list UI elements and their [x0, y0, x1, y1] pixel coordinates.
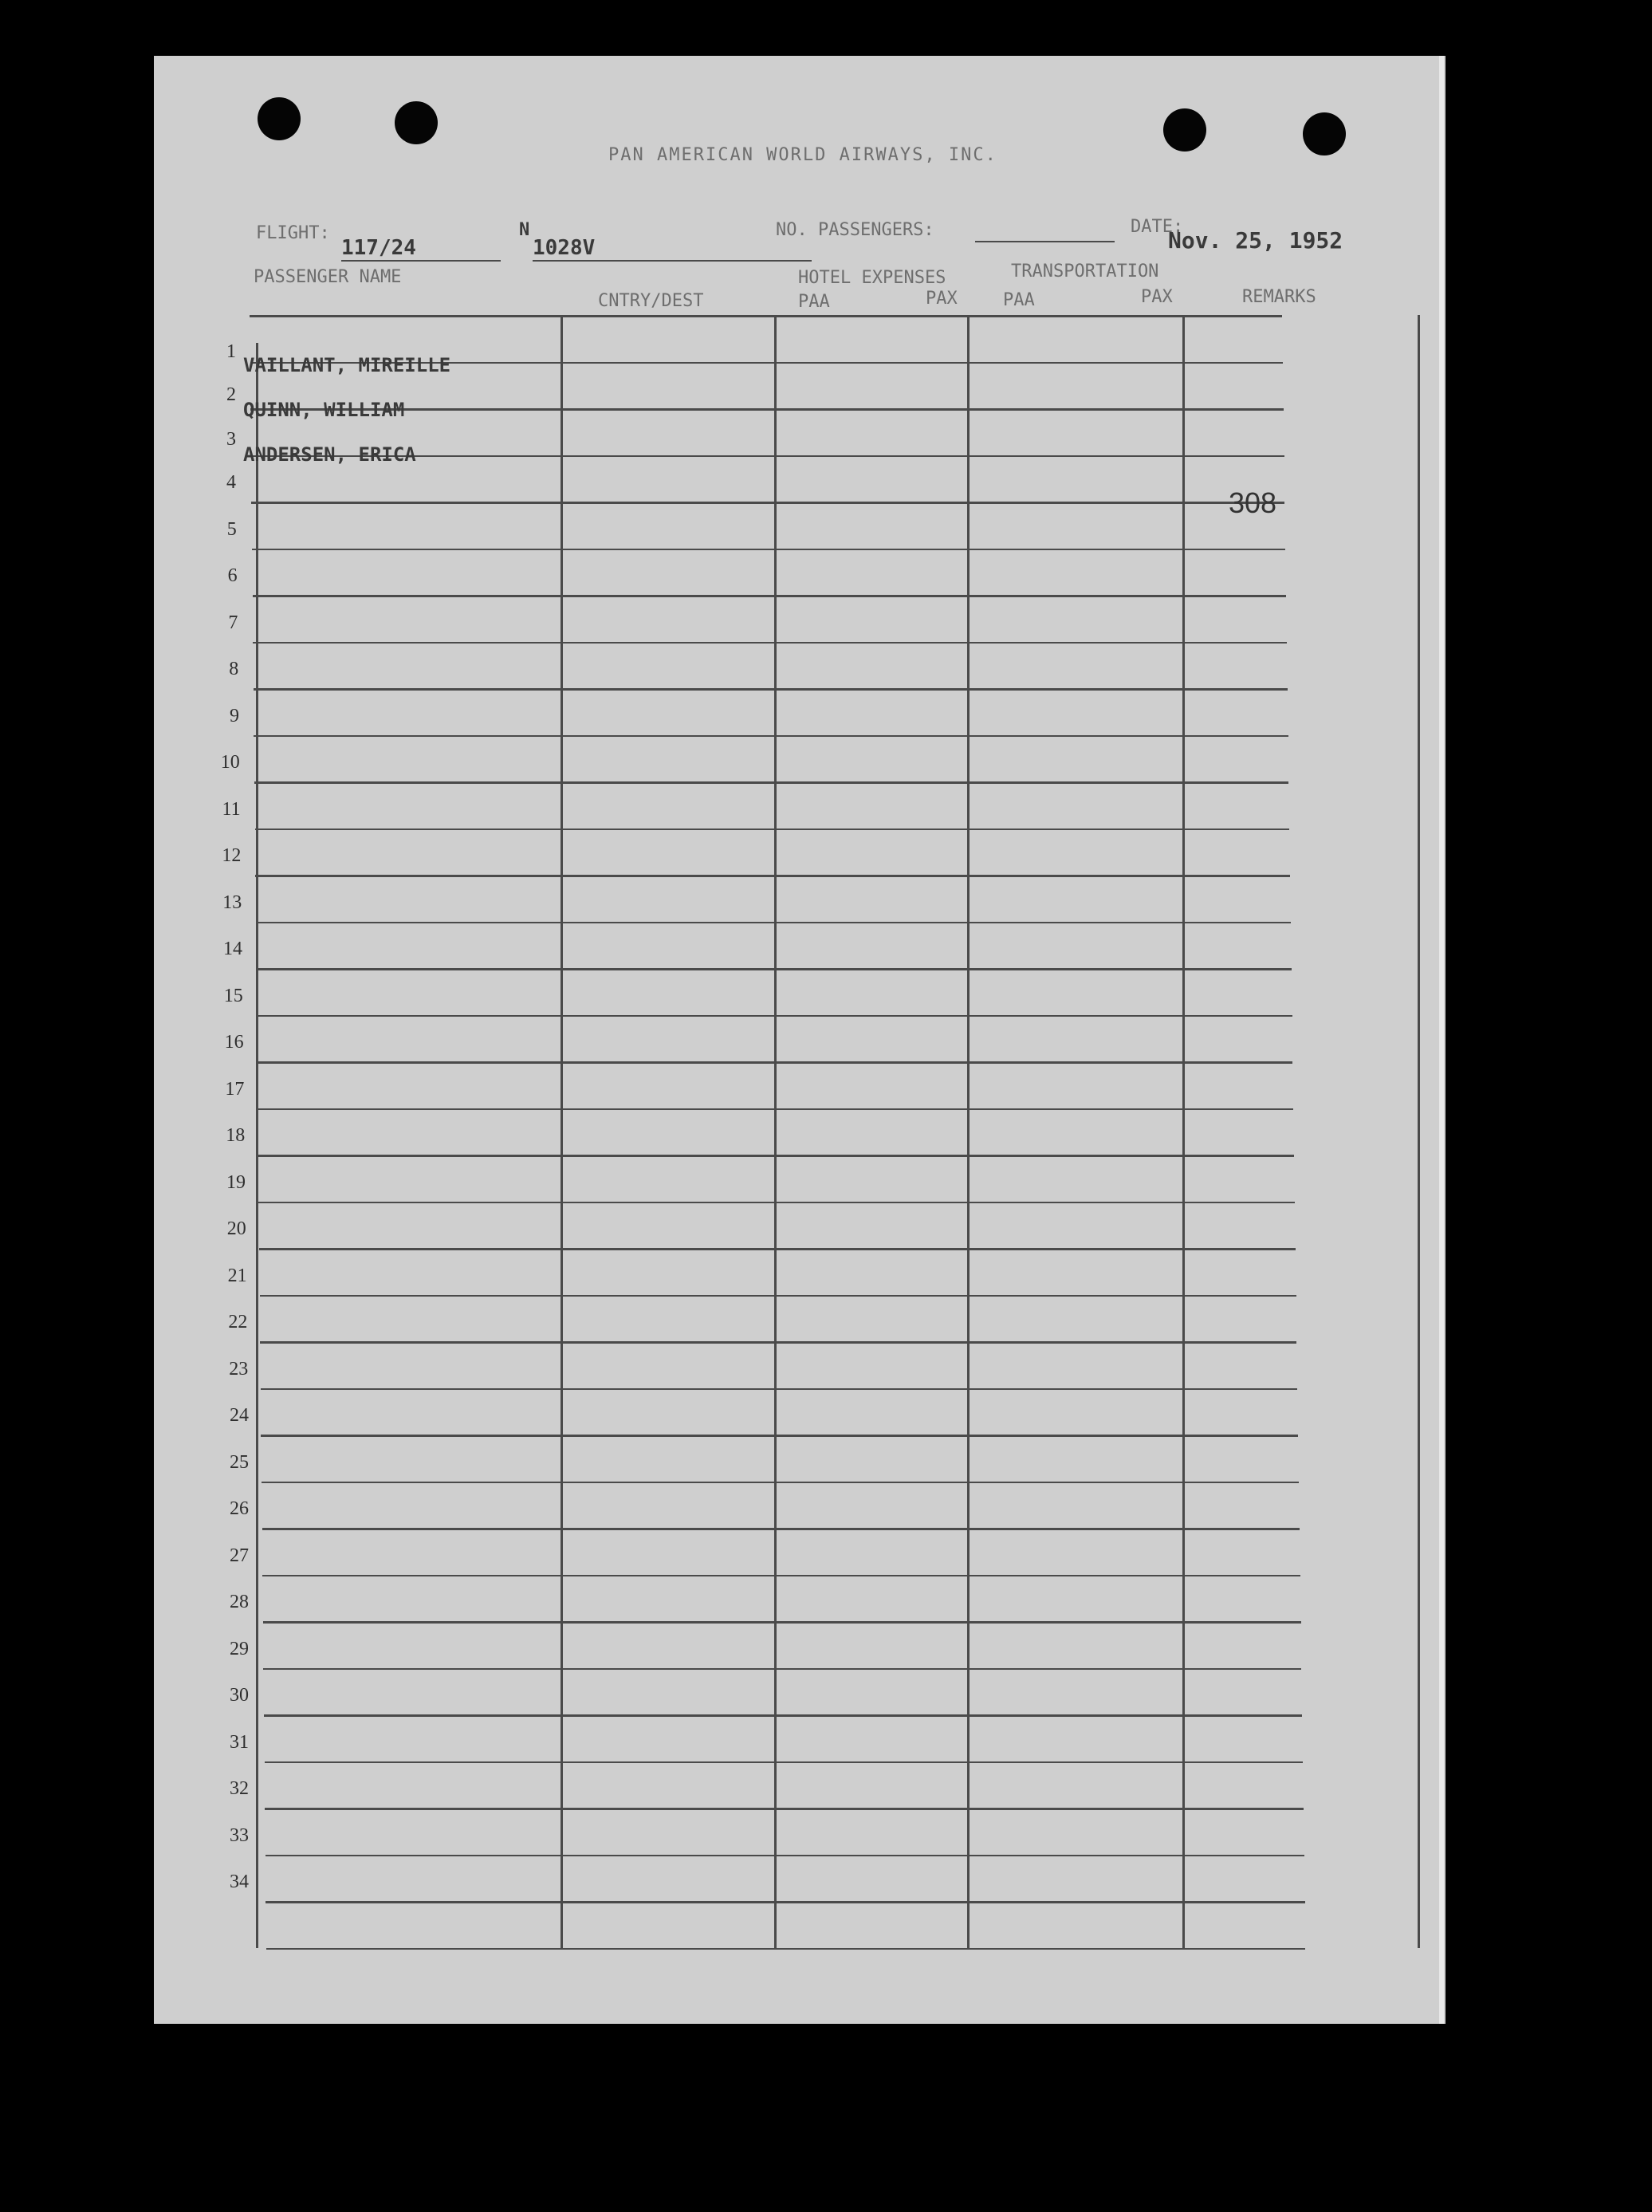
row-number: 10 [220, 752, 240, 773]
col-cntry-dest: CNTRY/DEST [598, 291, 704, 311]
row-number: 21 [227, 1265, 247, 1286]
date-value: Nov. 25, 1952 [1168, 227, 1343, 254]
passenger-name: QUINN, WILLIAM [243, 399, 405, 421]
col-paa-1: PAA [798, 292, 830, 312]
grid-row-line [253, 595, 1286, 597]
grid-row-line [254, 735, 1288, 737]
row-number: 31 [230, 1732, 249, 1753]
flight-label: FLIGHT: [256, 223, 330, 243]
col-passenger-name: PASSENGER NAME [254, 267, 402, 287]
row-number: 29 [230, 1639, 249, 1659]
punch-hole-2 [395, 101, 438, 144]
grid-row-line [254, 688, 1288, 691]
passengers-underline [975, 241, 1115, 242]
passengers-label: NO. PASSENGERS: [776, 220, 934, 240]
punch-hole-1 [258, 97, 301, 140]
grid-row-line [258, 1202, 1295, 1203]
grid-row-line [264, 1714, 1302, 1717]
row-number: 32 [230, 1778, 249, 1799]
row-number: 2 [226, 384, 236, 405]
row-number: 11 [222, 799, 241, 820]
remark-value: 308 [1229, 486, 1277, 519]
grid-row-line [255, 875, 1290, 877]
grid-row-line [262, 1575, 1300, 1576]
grid-row-line [250, 408, 1283, 411]
company-name: PAN AMERICAN WORLD AIRWAYS, INC. [608, 145, 997, 165]
row-number: 26 [230, 1498, 249, 1519]
row-number: 22 [228, 1312, 248, 1332]
grid-row-line [263, 1621, 1301, 1624]
col-transportation: TRANSPORTATION [1011, 262, 1159, 281]
paper-right-edge [1439, 56, 1444, 2024]
grid-row-line [265, 1808, 1304, 1810]
row-number: 12 [222, 845, 242, 866]
row-number: 4 [226, 472, 236, 493]
grid-row-line [266, 1855, 1304, 1856]
row-number: 15 [223, 986, 243, 1006]
row-number: 34 [230, 1872, 249, 1892]
row-number: 33 [230, 1825, 249, 1846]
col-remarks: REMARKS [1242, 287, 1316, 307]
row-number: 30 [230, 1685, 249, 1706]
aircraft-underline [533, 260, 812, 262]
grid-row-line [259, 1248, 1296, 1250]
row-number: 24 [230, 1405, 249, 1426]
row-number: 16 [224, 1032, 244, 1053]
grid-row-line [266, 1901, 1304, 1903]
col-hotel-expenses: HOTEL EXPENSES [798, 268, 946, 288]
row-number: 27 [230, 1545, 249, 1566]
row-number: 3 [226, 429, 236, 450]
grid-column-line [774, 315, 777, 1948]
row-number: 14 [223, 939, 242, 959]
grid-row-line [250, 315, 1282, 317]
grid-row-line [261, 1388, 1298, 1390]
grid-row-line [262, 1528, 1300, 1530]
grid-row-line [253, 642, 1287, 644]
grid-column-line [1182, 315, 1185, 1948]
grid-column-line [256, 343, 258, 1948]
row-number: 28 [230, 1592, 249, 1612]
row-number: 8 [229, 659, 239, 679]
row-number: 17 [225, 1079, 245, 1100]
row-number: 13 [222, 892, 242, 913]
flight-value: 117/24 [341, 236, 416, 260]
grid-row-line [254, 781, 1288, 784]
manifest-sheet [154, 56, 1446, 2024]
grid-column-line [560, 315, 563, 1948]
passenger-name: ANDERSEN, ERICA [243, 443, 416, 466]
row-number: 23 [229, 1359, 249, 1380]
grid-row-line [255, 829, 1290, 830]
punch-hole-3 [1163, 108, 1206, 152]
row-number: 20 [226, 1218, 246, 1239]
row-number: 18 [226, 1125, 246, 1146]
col-pax-2: PAX [1141, 287, 1173, 307]
grid-column-line [967, 315, 970, 1948]
grid-row-line [263, 1668, 1301, 1670]
grid-row-line [251, 502, 1284, 504]
date-label: DATE: [1131, 217, 1184, 237]
aircraft-prefix: N [519, 220, 530, 240]
row-number: 5 [226, 519, 237, 540]
row-number: 9 [230, 706, 239, 726]
grid-column-line [1418, 315, 1420, 1948]
row-number: 1 [226, 341, 236, 362]
grid-row-line [265, 1761, 1303, 1763]
aircraft-value: 1028V [533, 236, 596, 260]
grid-row-line [260, 1295, 1296, 1297]
grid-row-line [266, 1948, 1305, 1950]
passenger-name: VAILLANT, MIREILLE [243, 354, 451, 376]
grid-row-line [261, 1435, 1298, 1437]
grid-row-line [252, 549, 1285, 550]
grid-row-line [262, 1482, 1299, 1483]
flight-underline [341, 260, 501, 262]
col-paa-2: PAA [1003, 290, 1035, 310]
punch-hole-4 [1303, 112, 1346, 155]
row-number: 19 [226, 1172, 246, 1193]
row-number: 7 [228, 612, 238, 633]
grid-row-line [260, 1341, 1296, 1344]
col-pax-1: PAX [926, 289, 958, 309]
row-number: 6 [227, 565, 238, 586]
row-number: 25 [230, 1452, 249, 1473]
grid-row-line [256, 922, 1291, 923]
